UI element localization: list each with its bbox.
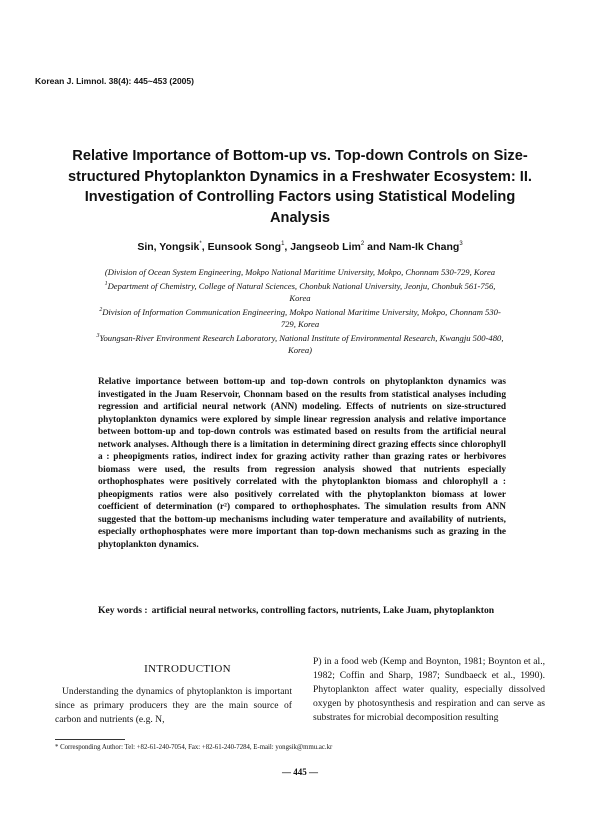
author: Eunsook Song$^1$,: [207, 241, 291, 253]
section-heading: INTRODUCTION: [144, 663, 231, 675]
body-paragraph: Understanding the dynamics of phytoplankton is important since as primary producers they are the main source of carbon and nutrients (e.g. N,: [55, 686, 292, 725]
right-column: [313, 655, 545, 725]
paper-title: Relative Importance of Bottom-up vs. Top-down Controls on Size-structured Phytoplankton Dynamics in a Freshwater Ecosystem: II. Investigation of Controlling Factors using Statistical Modeling Analysis: [68, 148, 532, 226]
keywords: [98, 604, 506, 617]
footnote-divider: [55, 739, 125, 740]
affiliation: (Division of Ocean System Engineering, Mokpo National Maritime University, Mokpo, Chonnam 530-729, Korea: [104, 267, 496, 277]
author: Jangseob Lim$^2$ and: [290, 241, 389, 253]
author-list: [60, 241, 540, 253]
body-paragraph: P) in a food web (Kemp and Boynton, 1981; Boynton et al., 1982; Coffin and Sharp, 1987; Sundbaeck et al., 1990). Phytoplankton affect water quality, especially dissolved oxygen by photosynthesis and respiration and can serve as substrates for microbial decomposition resulting: [313, 656, 545, 723]
left-column: [55, 662, 292, 727]
footnote: * Corresponding Author: Tel: +82-61-240-7054, Fax: +82-61-240-7284, E-mail: yongsik@mmu.ac.kr: [55, 744, 333, 751]
author: Nam-Ik Chang$^3$: [388, 241, 463, 253]
affiliations: [95, 264, 505, 356]
affiliation: $^3$Youngsan-River Environment Research Laboratory, National Institute of Environmental Research, Kwangju 500-480, Korea): [96, 333, 504, 355]
affiliation: $^1$Department of Chemistry, College of Natural Sciences, Chonbuk National University, Jeonju, Chonbuk 561-756, Korea: [104, 281, 496, 303]
keywords-label: Key words :: [98, 605, 148, 616]
abstract: Relative importance between bottom-up and top-down controls on phytoplankton dynamics was investigated in the Juam Reservoir, Chonnam based on the results from statistical analyses including regression and artificial neural network (ANN) modeling. Effects of nutrients on size-structured phytoplankton dynamics were explored by simple linear regression analysis and relative importance between bottom-up and top-down controls was estimated based on results from the artificial neural network analyses. Although there is a limitation in determining direct grazing effects since chlorophyll a : pheopigments ratios, indirect index for grazing activity rather than grazing rates or herbivores biomass were used, the results from regression analysis showed that nutrients especially orthophosphates were positively correlated with the phytoplankton biomass and chlorophyll a : pheopigments ratios were also positively correlated with the phytoplankton biomass at lower coefficient of determination (r²) compared to orthophosphates. The simulation results from ANN suggested that the bottom-up mechanisms including water temperature and availability of nutrients, especially orthophosphates were more important than top-down mechanisms such as grazing in the phytoplankton dynamics.: [98, 377, 506, 550]
journal-citation: Korean J. Limnol. 38(4): 445~453 (2005): [35, 76, 194, 86]
affiliation: $^2$Division of Information Communication Engineering, Mokpo National Maritime University, Mokpo, Chonnam 530-729, Korea: [99, 307, 501, 329]
author: Sin, Yongsik*,: [137, 241, 208, 253]
keywords-text: artificial neural networks, controlling factors, nutrients, Lake Juam, phytoplankton: [151, 605, 495, 616]
page-number: — 445 —: [282, 767, 318, 777]
